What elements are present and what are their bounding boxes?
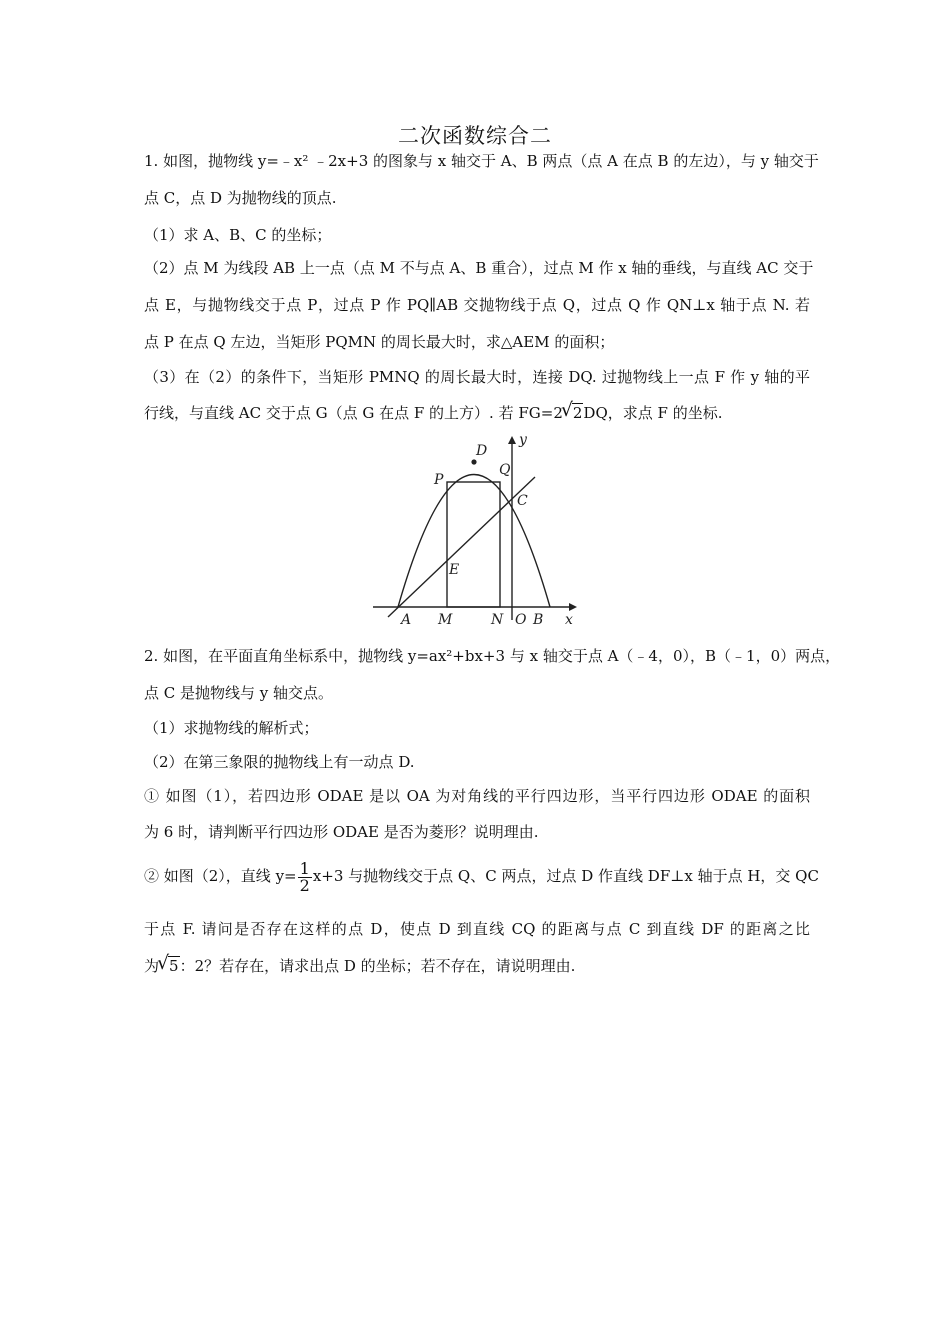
label-m: M	[438, 612, 453, 628]
label-b: B	[533, 612, 544, 628]
label-y: y	[519, 432, 527, 448]
vertex-d-point	[471, 459, 476, 464]
problem1-part3-line1: （3）在（2）的条件下，当矩形 PMNQ 的周长最大时，连接 DQ. 过抛物线上一点 F 作 y 轴的平	[144, 368, 810, 386]
problem1-part3-text-b: DQ，求点 F 的坐标.	[583, 404, 723, 422]
problem2-part2-sub2-line2: 于点 F. 请问是否存在这样的点 D，使点 D 到直线 CQ 的距离与点 C 到直线 DF 的距离之比	[144, 920, 810, 938]
problem1-part1: （1）求 A、B、C 的坐标；	[144, 226, 332, 244]
problem1-part3-text-a: 行线，与直线 AC 交于点 G（点 G 在点 F 的上方）. 若 FG=2	[144, 404, 563, 422]
problem2-part2-sub2-line1	[144, 858, 819, 898]
label-q: Q	[499, 462, 511, 478]
x-axis-arrow	[569, 603, 577, 611]
problem2-sub2-text-c: 为	[144, 957, 160, 975]
problem2-part2-sub1-line2: 为 6 时，请判断平行四边形 ODAE 是否为菱形？说明理由.	[144, 823, 539, 841]
sqrt-2-radicand: 2	[572, 404, 583, 422]
figure1-diagram	[368, 432, 583, 630]
page-title: 二次函数综合二	[398, 124, 552, 148]
label-p: P	[434, 472, 444, 488]
problem1-part2-line3: 点 P 在点 Q 左边，当矩形 PQMN 的周长最大时，求△AEM 的面积；	[144, 333, 615, 351]
fraction-numerator: 1	[299, 858, 310, 878]
problem2-part2-sub1-line1: ① 如图（1），若四边形 ODAE 是以 OA 为对角线的平行四边形，当平行四边形 ODAE 的面积	[144, 787, 810, 805]
problem2-line2: 点 C 是抛物线与 y 轴交点。	[144, 684, 334, 702]
problem2-sub2-text-d: ：2？若存在，请求出点 D 的坐标；若不存在，请说明理由.	[179, 957, 576, 975]
label-c: C	[517, 493, 528, 509]
label-e: E	[449, 562, 460, 578]
label-x: x	[565, 612, 573, 628]
label-a: A	[401, 612, 412, 628]
problem2-part2-sub2-line3	[144, 956, 810, 976]
sqrt-2-symbol	[563, 403, 584, 423]
fraction-denominator: 2	[299, 875, 310, 895]
y-axis-arrow	[508, 436, 516, 444]
problem1-line2: 点 C，点 D 为抛物线的顶点.	[144, 189, 337, 207]
problem2-sub2-text-a: ② 如图（2），直线 y=	[144, 867, 297, 885]
label-o: O	[515, 612, 527, 628]
problem2-part1: （1）求抛物线的解析式；	[144, 719, 319, 737]
problem1-part3-line2	[144, 403, 810, 423]
rectangle-pmnq	[447, 482, 500, 607]
problem2-line1: 2. 如图，在平面直角坐标系中，抛物线 y=ax²+bx+3 与 x 轴交于点 A（﹣4，0），B（﹣1，0）两点，	[144, 647, 841, 665]
label-d: D	[476, 443, 488, 459]
fraction-one-half	[298, 858, 312, 895]
label-n: N	[491, 612, 504, 628]
problem1-part2-line1: （2）点 M 为线段 AB 上一点（点 M 不与点 A、B 重合），过点 M 作 x 轴的垂线，与直线 AC 交于	[144, 259, 814, 277]
problem1-part2-line2: 点 E，与抛物线交于点 P，过点 P 作 PQ∥AB 交抛物线于点 Q，过点 Q 作 QN⊥x 轴于点 N. 若	[144, 296, 810, 314]
line-ac	[388, 477, 535, 617]
sqrt-5-radicand: 5	[169, 957, 179, 975]
problem2-sub2-text-b: x+3 与抛物线交于点 Q、C 两点，过点 D 作直线 DF⊥x 轴于点 H，交 QC	[312, 867, 819, 885]
sqrt-5-symbol	[159, 956, 180, 976]
problem2-part2: （2）在第三象限的抛物线上有一动点 D.	[144, 753, 415, 771]
problem1-line1: 1. 如图，抛物线 y=﹣x² ﹣2x+3 的图象与 x 轴交于 A、B 两点（点 A 在点 B 的左边），与 y 轴交于	[144, 152, 819, 170]
